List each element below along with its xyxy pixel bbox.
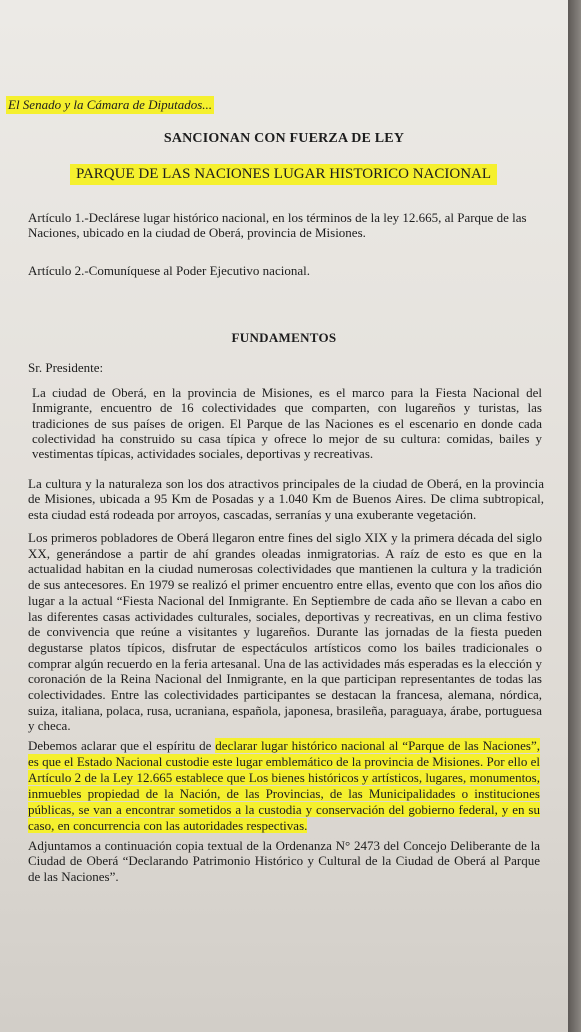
senado-heading: El Senado y la Cámara de Diputados... xyxy=(8,97,213,112)
parque-title: PARQUE DE LAS NACIONES LUGAR HISTORICO NACIONAL xyxy=(70,164,497,185)
fundamentos-heading: FUNDAMENTOS xyxy=(231,330,337,345)
paragraph-oberá-fiesta: La ciudad de Oberá, en la provincia de Misiones, es el marco para la Fiesta Nacional del Inmigrante, encuentro de 16 colectividades que comparten, con lugareños y turistas, las tradiciones de sus países de origen. El Parque de las Naciones es el escenario en donde cada colectividad ha construido su casa típica y ofrece lo mejor de su cultura: comidas, bailes y vestimentas típicas, actividades sociales, deportivas y recreativas. xyxy=(32,385,542,462)
paragraph-pobladores: Los primeros pobladores de Oberá llegaron entre fines del siglo XIX y la primera década del siglo XX, generándose a partir de ahí grandes oleadas inmigratorias. A raíz de esto es que en la actualidad habitan en la ciudad numerosas colectividades que mantienen la cultura y la tradición de sus antecesores. En 1979 se realizó el primer encuentro entre ellas, evento que con los años dio lugar a la actual “Fiesta Nacional del Inmigrante. En Septiembre de cada año se llevan a cabo en las diferentes casas actividades culturales, sociales, deportivas y recreativas, en un clima festivo de convivencia que reúne a visitantes y lugareños. Durante las jornadas de la fiesta pueden degustarse platos típicos, disfrutar de espectáculos artísticos como los bailes tradicionales o comprar algún recuerdo en la feria artesanal. Una de las actividades más esperadas es la elección y coronación de la Reina Nacional del Inmigrante, en la que participan representantes de todas las colectividades. Entre las colectividades participantes se destacan la francesa, alemana, nórdica, suiza, italiana, polaca, rusa, ucraniana, española, japonesa, brasileña, paraguaya, árabe, portuguesa y checa. xyxy=(28,530,542,734)
sancionan-heading: SANCIONAN CON FUERZA DE LEY xyxy=(163,131,405,146)
salutation: Sr. Presidente: xyxy=(28,360,104,375)
paragraph-espiritu-highlight: declarar lugar histórico nacional al “Parque de las Naciones”, es que el Estado Nacional custodie este lugar emblemático de la provincia de Misiones. Por ello el Artículo 2 de la Ley 12.665 establece que Los bienes históricos y artísticos, lugares, monumentos, inmuebles propiedad de la Nación, de las Provincias, de las Municipalidades o instituciones públicas, se van a encontrar sometidos a la custodia y conservación del gobierno federal, y en su caso, en concurrencia con las autoridades respectivas. xyxy=(28,738,540,833)
paragraph-espiritu-lead: Debemos aclarar que el espíritu de xyxy=(28,738,216,753)
paragraph-cultura-naturaleza: La cultura y la naturaleza son los dos atractivos principales de la ciudad de Oberá, en la provincia de Misiones, ubicada a 95 Km de Posadas y a 1.040 Km de Buenos Aires. De clima subtropical, esta ciudad está rodeada por arroyos, cascadas, serranías y una exuberante vegetación. xyxy=(28,476,544,522)
paragraph-espiritu xyxy=(28,738,540,834)
article-2: Artículo 2.-Comuníquese al Poder Ejecutivo nacional. xyxy=(28,263,310,278)
article-1: Artículo 1.-Declárese lugar histórico nacional, en los términos de la ley 12.665, al Parque de las Naciones, ubicado en la ciudad de Oberá, provincia de Misiones. xyxy=(28,210,527,241)
page-edge-shadow xyxy=(568,0,581,1032)
paragraph-ordenanza: Adjuntamos a continuación copia textual de la Ordenanza N° 2473 del Concejo Deliberante de la Ciudad de Oberá “Declarando Patrimonio Histórico y Cultural de la Ciudad de Oberá al Parque de las Naciones”. xyxy=(28,838,540,884)
